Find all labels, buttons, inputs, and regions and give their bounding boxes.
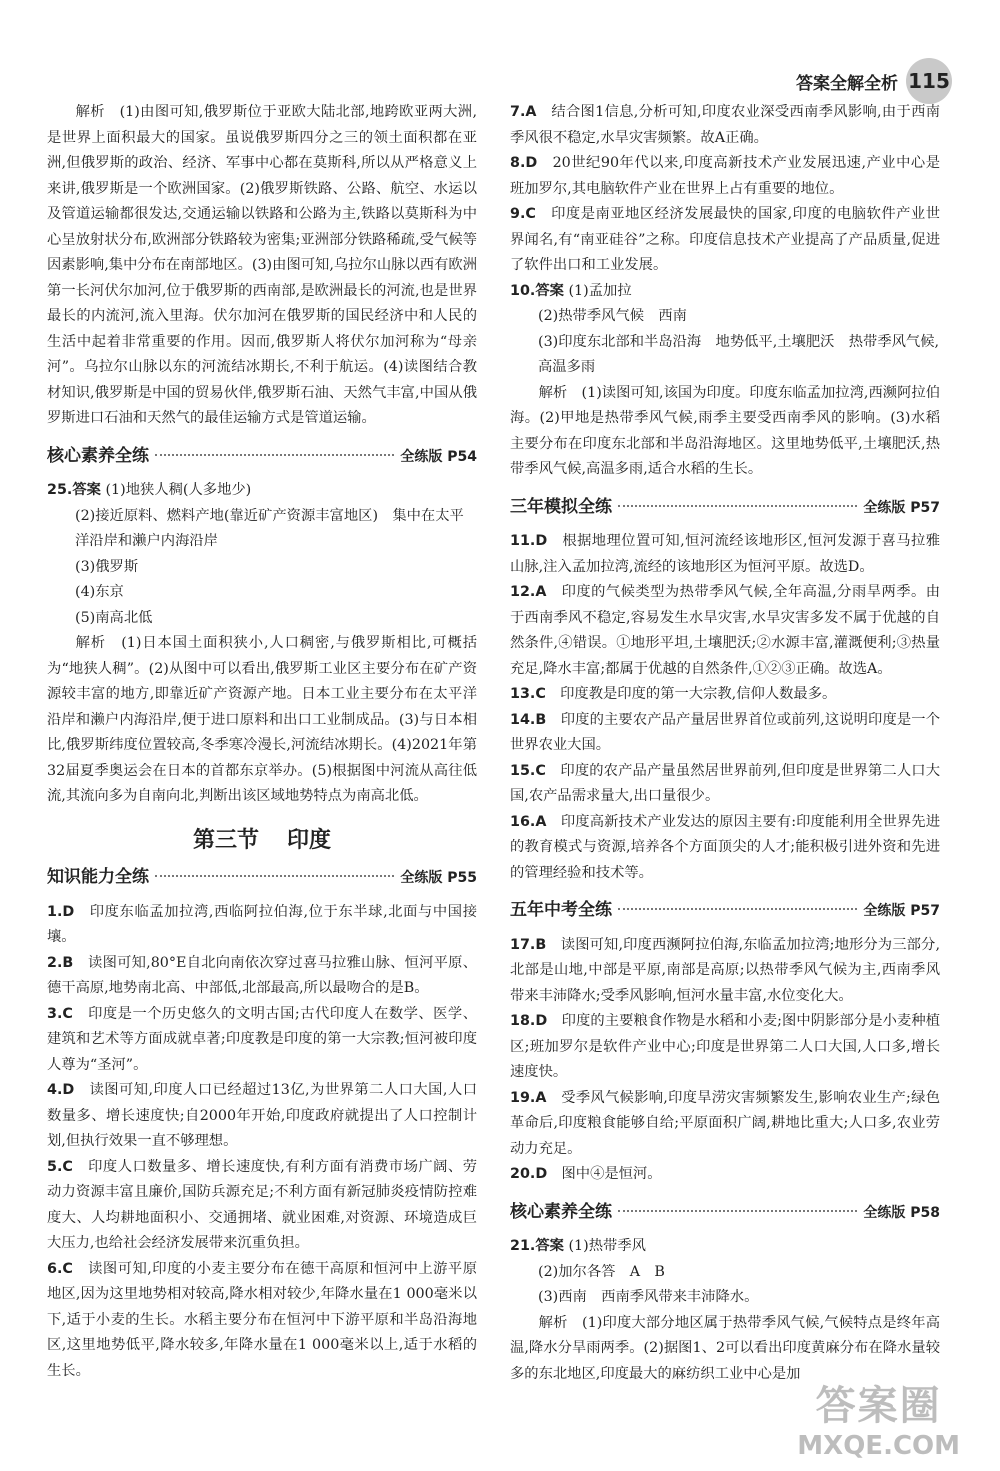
question-number: 18.D (510, 1013, 548, 1029)
answer-item (510, 1009, 940, 1086)
header-title: 答案全解全析 (796, 73, 898, 94)
answer-text: 印度的主要粮食作物是水稻和小麦;图中阴影部分是小麦种植区;班加罗尔是软件产业中心;印度是世界第二人口大国,人口多,增长速度快。 (510, 1013, 940, 1080)
answer-item (510, 682, 940, 708)
chapter-title (47, 828, 477, 854)
question-number: 8.D (510, 155, 538, 171)
analysis-text: 解析 (1)日本国土面积狭小,人口稠密,与俄罗斯相比,可概括为“地狭人稠”。(2)从图中可以看出,俄罗斯工业区主要分布在矿产资源较丰富的地方,即靠近矿产资源产地。日本工业主要分布在太平洋沿岸和濑户内海沿岸,便于进口原料和出口工业制成品。(3)与日本相比,俄罗斯纬度位置较高,冬季寒冷漫长,河流结冰期长。(4)2021年第32届夏季奥运会在日本的首都东京举办。(5)根据图中河流从高往低流,其流向多为自南向北,判断出该区域地势特点为南高北低。 (47, 635, 477, 804)
answer-text: 印度的主要农产品产量居世界首位或前列,这说明印度是一个世界农业大国。 (510, 711, 941, 753)
section-header (510, 898, 940, 925)
answer-item (47, 1155, 477, 1257)
answer-text: 印度高新技术产业发达的原因主要有:印度能利用全世界先进的教育模式与资源,培养各个方面顶尖的人才;能积极引进外资和先进的管理经验和技术等。 (510, 813, 940, 881)
answer-text: 印度是一个历史悠久的文明古国;古代印度人在数学、医学、建筑和艺术等方面成就卓著;印度教是印度的第一大宗教;恒河被印度人尊为“圣河”。 (47, 1005, 477, 1073)
question-number: 10.答案 (510, 282, 564, 299)
page-number: 115 (906, 58, 952, 104)
section-version: 全练版 P57 (863, 499, 940, 516)
watermark-logo: 答案圈 (815, 1383, 942, 1429)
answer-line: (2)热带季风气候 西南 (538, 308, 687, 324)
watermark-url: MXQE.COM (797, 1431, 960, 1461)
watermark (797, 1374, 960, 1461)
question-number: 11.D (510, 533, 548, 549)
section-title: 核心素养全练 (510, 1201, 612, 1222)
left-column (47, 100, 477, 1384)
question-number: 1.D (47, 903, 75, 920)
section-header (47, 865, 477, 892)
answer-text: 受季风气候影响,印度旱涝灾害频繁发生,影响农业生产;绿色革命后,印度粮食能够自给;平原面积广阔,耕地比重大;人口多,农业劳动力充足。 (510, 1089, 941, 1157)
answer-item (47, 478, 477, 504)
answer-line: (2)加尔各答 A B (538, 1263, 665, 1280)
dotted-leader (618, 908, 857, 910)
answer-item (510, 1162, 940, 1188)
question-number: 16.A (510, 813, 547, 830)
answer-text: 根据地理位置可知,恒河流经该地形区,恒河发源于喜马拉雅山脉,注入孟加拉湾,流经的该地形区为恒河平原。故选D。 (510, 533, 940, 575)
section-version: 全练版 P58 (863, 1204, 940, 1221)
analysis-text: 解析 (1)由图可知,俄罗斯位于亚欧大陆北部,地跨欧亚两大洲,是世界上面积最大的国家。虽说俄罗斯四分之三的领土面积都在亚洲,但俄罗斯的政治、经济、军事中心都在莫斯科,所以从严格意义上来讲,俄罗斯是一个欧洲国家。(2)俄罗斯铁路、公路、航空、水运以及管道运输都很发达,交通运输以铁路和公路为主,铁路以莫斯科为中心呈放射状分布,欧洲部分铁路较为密集;亚洲部分铁路稀疏,受气候等因素影响,集中分布在南部地区。(3)由图可知,乌拉尔山脉以西有欧洲第一长河伏尔加河,位于俄罗斯的西南部,是欧洲最长的河流,也是世界最长的内流河,流入里海。伏尔加河在俄罗斯的国民经济中和人民的生活中起着非常重要的作用。因而,俄罗斯人将伏尔加河称为“母亲河”。乌拉尔山脉以东的河流结冰期长,不利于航运。(4)读图结合教材知识,俄罗斯是中国的贸易伙伴,俄罗斯石油、天然气丰富,中国从俄罗斯进口石油和天然气的最佳运输方式是管道运输。 (47, 104, 477, 426)
answer-item (510, 151, 940, 202)
answer-item (510, 810, 940, 887)
right-column (510, 100, 940, 1387)
answer-line: (5)南高北低 (75, 609, 153, 626)
answer-line: (2)接近原料、燃料产地(靠近矿产资源丰富地区) 集中在太平洋沿岸和濑户内海沿岸 (75, 507, 464, 549)
section-version: 全练版 P54 (400, 448, 477, 465)
answer-text: 印度东临孟加拉湾,西临阿拉伯海,位于东半球,北面与中国接壤。 (47, 903, 477, 945)
dotted-leader (155, 875, 394, 877)
answer-text: 20世纪90年代以来,印度高新技术产业发展迅速,产业中心是班加罗尔,其电脑软件产业在世界上占有重要的地位。 (510, 155, 940, 197)
question-number: 14.B (510, 711, 547, 728)
question-number: 17.B (510, 936, 547, 953)
answer-line: (3)西南 西南季风带来丰沛降水。 (538, 1289, 759, 1305)
section-header (510, 1200, 940, 1227)
answer-line: (1)孟加拉 (568, 282, 632, 299)
question-number: 9.C (510, 206, 536, 222)
answer-line: (1)热带季风 (568, 1238, 646, 1254)
question-number: 13.C (510, 686, 546, 702)
answer-item (510, 529, 940, 580)
answer-text: 读图可知,印度西濒阿拉伯海,东临孟加拉湾;地形分为三部分,北部是山地,中部是平原,南部是高原;以热带季风气候为主,西南季风带来丰沛降水;受季风影响,恒河水量丰富,水位变化大。 (510, 936, 941, 1004)
page-header (796, 58, 952, 104)
answer-line: (3)俄罗斯 (75, 558, 139, 575)
answer-text: 读图可知,印度人口已经超过13亿,为世界第二人口大国,人口数量多、增长速度快;自2000年开始,印度政府就提出了人口控制计划,但执行效果一直不够理想。 (47, 1082, 478, 1149)
dotted-leader (618, 505, 857, 507)
question-number: 21.答案 (510, 1238, 564, 1254)
answer-text: 结合图1信息,分析可知,印度农业深受西南季风影响,由于西南季风很不稳定,水旱灾害频繁。故A正确。 (510, 104, 940, 146)
dotted-leader (618, 1210, 857, 1212)
section-version: 全练版 P55 (400, 870, 477, 886)
answer-item (510, 580, 940, 682)
question-number: 15.C (510, 762, 546, 779)
answer-item (510, 708, 940, 759)
question-number: 2.B (47, 954, 74, 971)
answer-item (510, 279, 940, 305)
answer-text: 印度是南亚地区经济发展最快的国家,印度的电脑软件产业世界闻名,有“南亚硅谷”之称。印度信息技术产业提高了产品质量,促进了软件出口和工业发展。 (510, 206, 940, 273)
section-title: 核心素养全练 (47, 445, 149, 466)
chapter-section: 第三节 (192, 827, 259, 853)
question-number: 19.A (510, 1089, 547, 1106)
answer-text: 读图可知,80°E自北向南依次穿过喜马拉雅山脉、恒河平原、德干高原,地势南北高、中部低,北部最高,所以最吻合的是B。 (47, 954, 478, 996)
answer-text: 印度的农产品产量虽然居世界前列,但印度是世界第二人口大国,农产品需求量大,出口量很少。 (510, 762, 941, 804)
answer-item (510, 202, 940, 279)
section-title: 三年模拟全练 (510, 496, 612, 517)
answer-text: 印度人口数量多、增长速度快,有利方面有消费市场广阔、劳动力资源丰富且廉价,国防兵源充足;不利方面有新冠肺炎疫情防控难度大、人均耕地面积小、交通拥堵、就业困难,对资源、环境造成巨大压力,也给社会经济发展带来沉重负担。 (47, 1158, 477, 1251)
section-title: 五年中考全练 (510, 900, 612, 920)
answer-line: (1)地狭人稠(人多地少) (105, 482, 252, 498)
answer-text: 图中④是恒河。 (561, 1166, 662, 1182)
answer-text: 读图可知,印度的小麦主要分布在德干高原和恒河中上游平原地区,因为这里地势相对较高,降水相对较少,年降水量在1 000毫米以下,适于小麦的生长。水稻主要分布在恒河中下游平原和半岛沿海地区,这里地势低平,降水较多,年降水量在1 000毫米以上,适于水稻的生长。 (47, 1260, 477, 1379)
question-number: 5.C (47, 1158, 73, 1175)
question-number: 4.D (47, 1082, 75, 1098)
question-number: 20.D (510, 1166, 548, 1182)
answer-item (47, 951, 477, 1002)
answer-item (47, 1002, 477, 1079)
section-header (510, 495, 940, 522)
section-title: 知识能力全练 (47, 867, 149, 887)
answer-item (47, 1257, 477, 1385)
answer-item (47, 900, 477, 951)
chapter-name: 印度 (287, 827, 332, 853)
answer-text: 印度教是印度的第一大宗教,信仰人数最多。 (560, 686, 837, 702)
question-number: 25.答案 (47, 482, 101, 498)
dotted-leader (155, 454, 394, 456)
answer-line: (4)东京 (75, 584, 124, 600)
answer-line: (3)印度东北部和半岛沿海 地势低平,土壤肥沃 热带季风气候,高温多雨 (538, 333, 940, 375)
answer-item (510, 100, 940, 151)
question-number: 3.C (47, 1005, 73, 1022)
question-number: 12.A (510, 584, 547, 600)
answer-item (510, 933, 940, 1010)
answer-item (47, 1078, 477, 1155)
question-number: 7.A (510, 104, 537, 120)
analysis-text: 解析 (1)印度大部分地区属于热带季风气候,气候特点是终年高温,降水分旱雨两季。(2)据图1、2可以看出印度黄麻分布在降水量较多的东北地区,印度最大的麻纺织工业中心是加 (510, 1314, 940, 1382)
answer-text: 印度的气候类型为热带季风气候,全年高温,分雨旱两季。由于西南季风不稳定,容易发生水旱灾害,水旱灾害多发不属于优越的自然条件,④错误。①地形平坦,土壤肥沃;②水源丰富,灌溉便利;③热量充足,降水丰富;都属于优越的自然条件,①②③正确。故选A。 (510, 584, 941, 677)
answer-item (510, 1234, 940, 1260)
question-number: 6.C (47, 1260, 73, 1277)
section-version: 全练版 P57 (863, 903, 940, 919)
answer-item (510, 759, 940, 810)
answer-item (510, 1086, 940, 1163)
analysis-text: 解析 (1)读图可知,该国为印度。印度东临孟加拉湾,西濒阿拉伯海。(2)甲地是热带季风气候,雨季主要受西南季风的影响。(3)水稻主要分布在印度东北部和半岛沿海地区。这里地势低平,土壤肥沃,热带季风气候,高温多雨,适合水稻的生长。 (510, 384, 940, 477)
section-header (47, 444, 477, 471)
